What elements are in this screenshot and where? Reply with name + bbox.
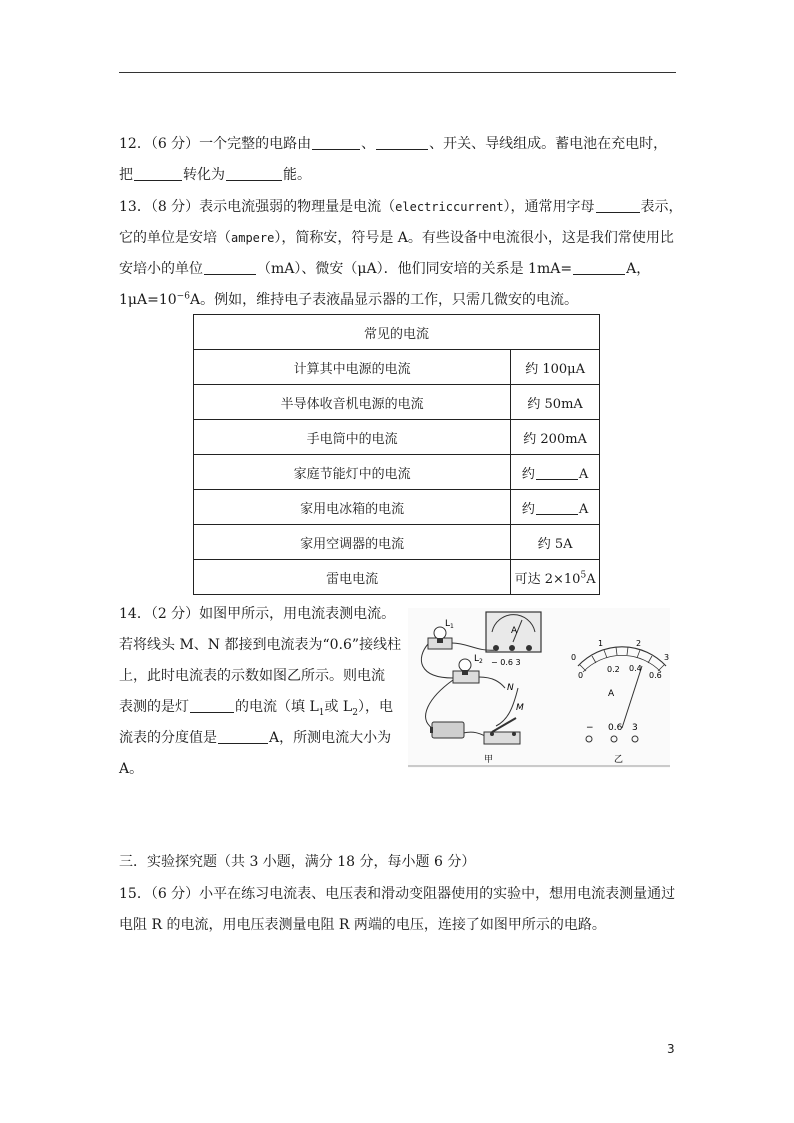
svg-text:乙: 乙 — [614, 755, 624, 765]
page-number: 3 — [667, 1042, 675, 1056]
q13-line-1: 13．（8 分）表示电流强弱的物理量是电流（electriccurrent），通常用字母 表示， — [119, 199, 683, 215]
answer-blank — [204, 260, 256, 275]
svg-text:3: 3 — [632, 723, 638, 733]
svg-text:0.6: 0.6 — [608, 723, 623, 733]
svg-text:甲: 甲 — [484, 755, 494, 765]
table-header-row — [194, 315, 600, 350]
q13-line-2: 它的单位是安培（ampere），简称安，符号是 A。有些设备中电流很小，这是我们常使用比 — [119, 230, 674, 246]
table-row: 半导体收音机电源的电流 约 50mA — [194, 385, 600, 420]
q14-line-1: 14．（2 分）如图甲所示，用电流表测电流。 — [119, 606, 396, 622]
svg-text:− 0.6 3: − 0.6 3 — [491, 658, 521, 667]
q14-line-2: 若将线头 M、N 都接到电流表为“0.6”接线柱 — [119, 637, 402, 653]
answer-blank — [536, 500, 578, 515]
svg-text:0: 0 — [578, 671, 584, 680]
svg-text:3: 3 — [664, 653, 670, 662]
q14-line-5: 流表的分度值是 A，所测电流大小为 — [119, 730, 392, 746]
answer-blank — [376, 135, 428, 150]
svg-text:−: − — [586, 723, 594, 733]
table-header: 常见的电流 — [194, 315, 600, 350]
svg-text:A: A — [511, 626, 518, 636]
battery-icon — [430, 722, 464, 738]
common-currents-table — [193, 314, 600, 595]
answer-blank — [312, 135, 360, 150]
svg-text:2: 2 — [636, 639, 642, 648]
q15-line-2: 电阻 R 的电流，用电压表测量电阻 R 两端的电压，连接了如图甲所示的电路。 — [119, 917, 606, 933]
answer-blank — [218, 729, 268, 744]
svg-text:M: M — [516, 703, 524, 713]
q12-line-2: 把 转化为 能。 — [119, 167, 311, 183]
svg-text:0.2: 0.2 — [607, 665, 620, 674]
q12-line-1: 12．（6 分）一个完整的电路由 、 、开关、导线组成。蓄电池在充电时， — [119, 136, 668, 152]
table-row: 家庭节能灯中的电流 约 A — [194, 455, 600, 490]
q13-line-3: 安培小的单位 （mA）、微安（μA）．他们同安培的关系是 1mA= A， — [119, 261, 651, 277]
q14-line-4: 表测的是灯 的电流（填 $L_1$或 $L_2$），电 — [119, 699, 393, 718]
svg-text:1: 1 — [598, 639, 604, 648]
table-row: 手电筒中的电流 约 200mA — [194, 420, 600, 455]
svg-text:N: N — [507, 683, 514, 693]
header-rule — [119, 72, 676, 73]
answer-blank — [134, 166, 182, 181]
value-cell: 约 A — [511, 490, 600, 525]
table-row: 雷电电流 可达 $2\times 10^5A$ — [194, 560, 600, 595]
svg-text:A: A — [608, 689, 615, 699]
circuit-figure — [408, 608, 670, 768]
answer-blank — [536, 465, 578, 480]
answer-blank — [573, 260, 625, 275]
svg-text:0.6: 0.6 — [649, 671, 662, 680]
q15-line-1: 15．（6 分）小平在练习电流表、电压表和滑动变阻器使用的实验中，想用电流表测量通过 — [119, 886, 676, 902]
value-cell: 可达 $2\times 10^5A$ — [511, 560, 600, 595]
svg-text:L2: $L_2$ — [474, 654, 483, 665]
q14-line-6: A。 — [119, 761, 144, 777]
answer-blank — [190, 698, 234, 713]
q13-line-4: $1\mu A=10^{-6}A$。例如，维持电子表液晶显示器的工作，只需几微安的电流。 — [119, 291, 579, 308]
q14-line-3: 上，此时电流表的示数如图乙所示。则电流 — [119, 668, 385, 684]
answer-blank — [596, 198, 640, 213]
table-row: 计算其中电源的电流 约 100μA — [194, 350, 600, 385]
section-3-heading: 三．实验探究题（共 3 小题，满分 18 分，每小题 6 分） — [119, 854, 476, 870]
svg-text:0: 0 — [571, 653, 577, 662]
table-row: 家用空调器的电流 约 5A — [194, 525, 600, 560]
answer-blank — [226, 166, 282, 181]
svg-text:L1: $L_1$ — [445, 619, 454, 630]
table-row: 家用电冰箱的电流 约 A — [194, 490, 600, 525]
svg-text:0.4: 0.4 — [629, 664, 642, 673]
value-cell: 约 A — [511, 455, 600, 490]
